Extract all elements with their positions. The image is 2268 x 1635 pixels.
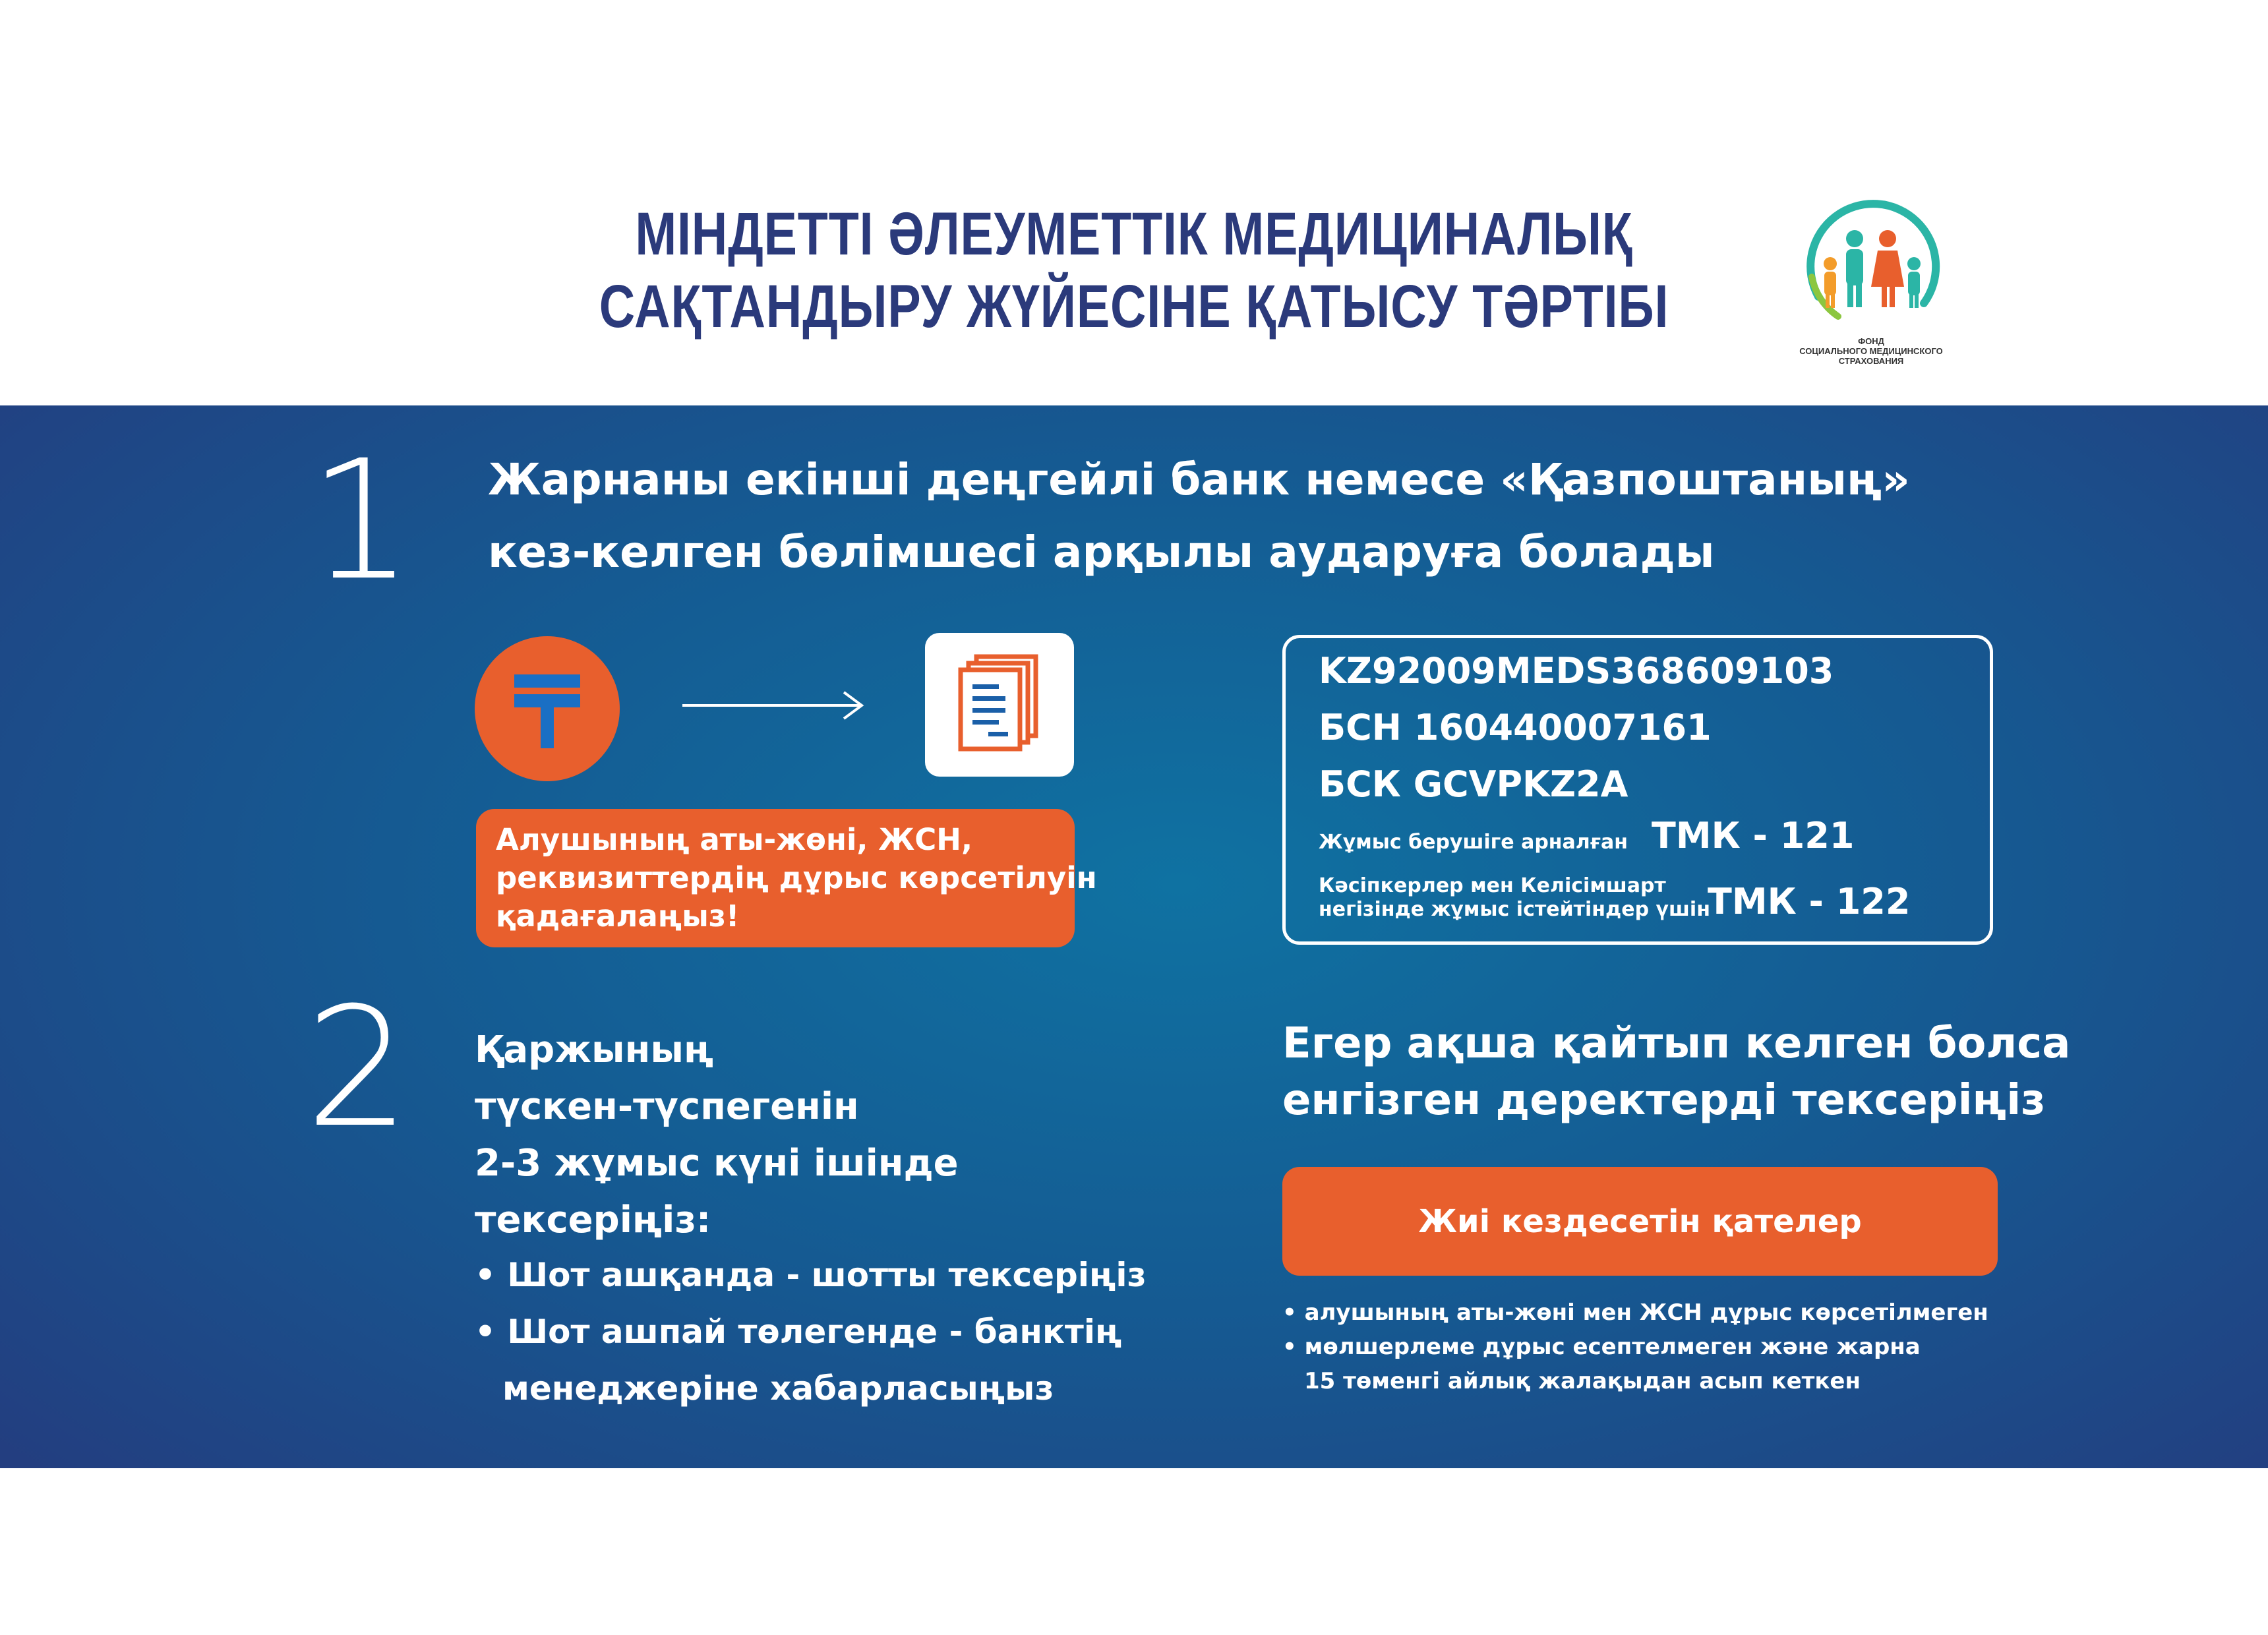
- warning-line-1: Алушының аты-жөні, ЖСН,: [496, 822, 973, 857]
- step-1-heading: [488, 444, 1910, 589]
- warning-line-2: реквизиттердің дұрыс көрсетілуін: [496, 860, 1097, 895]
- entrepreneur-code: ТМК - 122: [1708, 881, 1911, 922]
- page-title: [204, 198, 2064, 343]
- bullet-without-account-cont: менеджеріне хабарласыңыз: [502, 1369, 1054, 1408]
- return-heading-line-1: Егер ақша қайтып келген болса: [1282, 1019, 2071, 1068]
- logo-caption-line-2: СОЦИАЛЬНОГО МЕДИЦИНСКОГО: [1799, 346, 1943, 356]
- warning-line-3: қадағалаңыз!: [496, 899, 740, 934]
- step-2-heading-line-4: тексеріңіз:: [475, 1199, 711, 1241]
- step-1-heading-line-1: Жарнаны екінші деңгейлі банк немесе «Қазпоштаның»: [488, 454, 1910, 505]
- error-item-1: • алушының аты-жөні мен ЖСН дұрыс көрсетілмеген: [1282, 1299, 1988, 1326]
- error-item-2: • мөлшерлеме дұрыс есептелмеген және жарна: [1282, 1334, 1921, 1360]
- error-item-2-cont: 15 төменгі айлық жалақыдан асып кеткен: [1304, 1368, 1861, 1394]
- step-2-heading-line-3: 2-3 жұмыс күні ішінде: [475, 1142, 959, 1185]
- bullet-without-account: • Шот ашпай төлегенде - банктің: [475, 1313, 1122, 1351]
- entrepreneur-label-line-2: негізінде жұмыс істейтіндер үшін: [1319, 898, 1710, 921]
- warning-box: [476, 809, 1097, 947]
- employer-code: ТМК - 121: [1652, 815, 1855, 856]
- bsn-number: БСН 160440007161: [1319, 707, 1712, 748]
- step-2-heading-line-2: түскен-түспегенін: [475, 1085, 859, 1128]
- step-2-heading-line-1: Қаржының: [475, 1028, 714, 1071]
- step-2-heading: [475, 1022, 959, 1249]
- account-number: KZ92009MEDS368609103: [1319, 650, 1834, 692]
- arrow-right-icon: [682, 689, 867, 722]
- title-line-2: САҚТАНДЫРУ ЖҮЙЕСІНЕ ҚАТЫСУ ТӘРТІБІ: [599, 273, 1669, 340]
- fund-logo: [1792, 198, 1950, 369]
- tenge-coin-icon: [475, 636, 620, 781]
- employer-label: Жұмыс берушіге арналған: [1319, 831, 1628, 854]
- requisites-box: [1282, 635, 1993, 945]
- bullet-open-account: • Шот ашқанда - шотты тексеріңіз: [475, 1256, 1147, 1294]
- common-errors-banner: Жиі кездесетін қателер: [1282, 1167, 1998, 1276]
- logo-caption: [1792, 336, 1950, 366]
- logo-caption-line-3: СТРАХОВАНИЯ: [1838, 356, 1904, 366]
- step-1-number: 1: [309, 425, 414, 616]
- logo-caption-line-1: ФОНД: [1858, 336, 1884, 346]
- return-heading-line-2: енгізген деректерді тексеріңіз: [1282, 1076, 2046, 1125]
- bsk-code: БСК GCVPKZ2A: [1319, 763, 1628, 805]
- title-line-1: МІНДЕТТІ ӘЛЕУМЕТТІК МЕДИЦИНАЛЫҚ: [635, 200, 1633, 268]
- return-heading: [1282, 1015, 2070, 1129]
- family-logo-icon: [1792, 198, 1950, 336]
- info-panel: [0, 405, 2268, 1468]
- entrepreneur-label-line-1: Кәсіпкерлер мен Келісімшарт: [1319, 874, 1666, 897]
- step-1-heading-line-2: кез-келген бөлімшесі арқылы аударуға болады: [488, 527, 1715, 578]
- step-2-number: 2: [305, 972, 411, 1164]
- documents-icon: [925, 633, 1074, 777]
